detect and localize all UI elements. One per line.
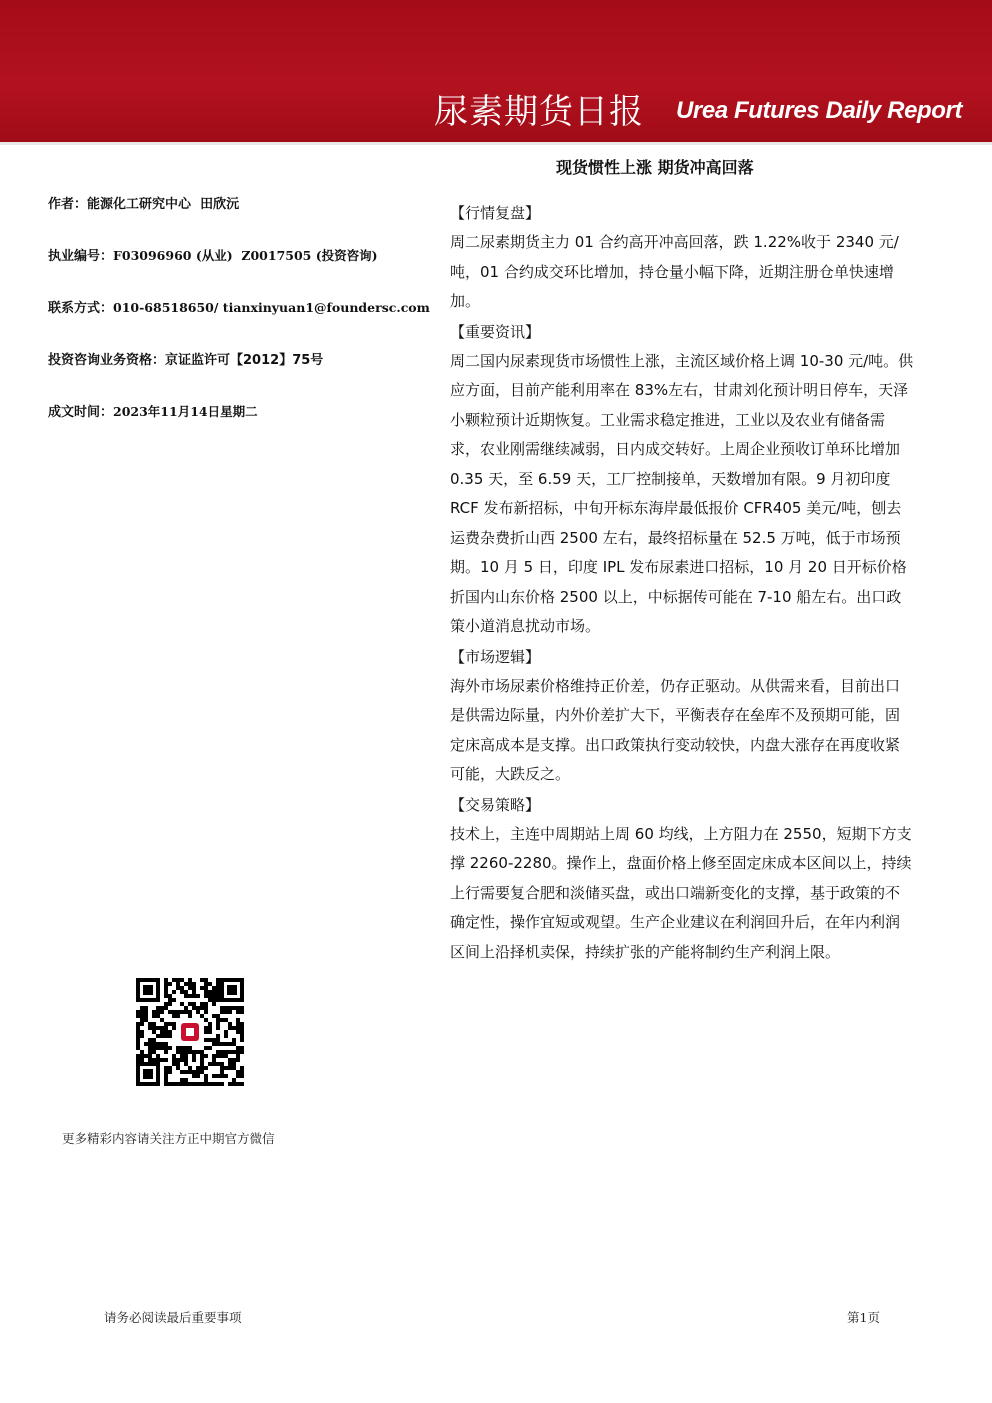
meta-license xyxy=(48,245,378,264)
section-title-market-review: 【行情复盘】 xyxy=(450,204,541,222)
section-title-logic: 【市场逻辑】 xyxy=(450,647,541,666)
meta-qualification-value: 京证监许可【2012】75号 xyxy=(165,353,324,368)
section-text-news: 周二国内尿素现货市场惯性上涨，主流区域价格上调 10-30 元/吨。供应方面，目前产能利用率在 83%左右，甘肃刘化预计明日停车，天泽小颗粒预计近期恢复。工业需求稳定推进，工业以及农业有储备需求，农业刚需继续减弱，日内成交转好。上周企业预收订单环比增加 0.35 天，至 6.59 天，工厂控制接单，天数增加有限。9 月初印度 RCF 发布新招标，中旬开标东海岸最低报价 CFR405 美元/吨，刨去运费杂费折山西 2500 左右，最终招标量在 52.5 万吨，低于市场预期。10 月 5 日，印度 IPL 发布尿素进口招标，10 月 20 日开标价格折国内山东价格 2500 以上，中标据传可能在 7-10 船左右。出口政策小道消息扰动市场。 xyxy=(450,351,914,635)
header-divider xyxy=(0,142,992,145)
meta-date-value: 2023年11月14日星期二 xyxy=(113,404,258,419)
section-text-strategy: 技术上，主连中周期站上周 60 均线，上方阻力在 2550，短期下方支撑 2260-2280。操作上，盘面价格上修至固定床成本区间以上，持续上行需要复合肥和淡储买盘，或出口端新变化的支撑，基于政策的不确定性，操作宜短或观望。生产企业建议在利润回升后，在年内利润区间上沿择机卖保，持续扩张的产能将制约生产利润上限。 xyxy=(450,824,912,961)
report-body xyxy=(450,198,914,967)
qr-caption: 更多精彩内容请关注方正中期官方微信 xyxy=(62,1131,275,1146)
section-title-news: 【重要资讯】 xyxy=(450,322,541,341)
report-header-banner xyxy=(0,0,992,142)
report-headline: 现货惯性上涨 期货冲高回落 xyxy=(556,158,754,177)
meta-contact-label: 联系方式： xyxy=(48,301,114,316)
meta-license-value: F03096960 (从业) Z0017505 (投资咨询) xyxy=(113,248,378,263)
meta-author xyxy=(48,193,239,212)
meta-contact-value[interactable]: 010-68518650/ tianxinyuan1@foundersc.com xyxy=(113,300,430,315)
meta-date-label: 成文时间： xyxy=(48,405,114,420)
meta-qualification-label: 投资咨询业务资格： xyxy=(48,353,166,368)
section-text-market-review: 周二尿素期货主力 01 合约高开冲高回落，跌 1.22%收于 2340 元/吨，01 合约成交环比增加，持仓量小幅下降，近期注册仓单快速增加。 xyxy=(450,233,899,310)
report-title-en: Urea Futures Daily Report xyxy=(676,97,963,124)
section-text-logic: 海外市场尿素价格维持正价差，仍存正驱动。从供需来看，目前出口是供需边际量，内外价差扩大下，平衡表存在垒库不及预期可能，固定床高成本是支撑。出口政策执行变动较快，内盘大涨存在再度收紧可能，大跌反之。 xyxy=(450,676,901,783)
qr-code-icon[interactable] xyxy=(134,976,246,1088)
footer-page-number: 第1页 xyxy=(847,1310,880,1325)
section-title-strategy: 【交易策略】 xyxy=(450,795,541,814)
meta-author-value: 能源化工研究中心 田欣沅 xyxy=(87,197,240,212)
footer-notice: 请务必阅读最后重要事项 xyxy=(104,1310,242,1325)
meta-date xyxy=(48,401,258,420)
meta-author-label: 作者： xyxy=(48,197,88,212)
meta-contact xyxy=(48,297,430,316)
meta-license-label: 执业编号： xyxy=(48,249,114,264)
meta-qualification xyxy=(48,349,323,368)
report-title-cn: 尿素期货日报 xyxy=(434,92,644,132)
